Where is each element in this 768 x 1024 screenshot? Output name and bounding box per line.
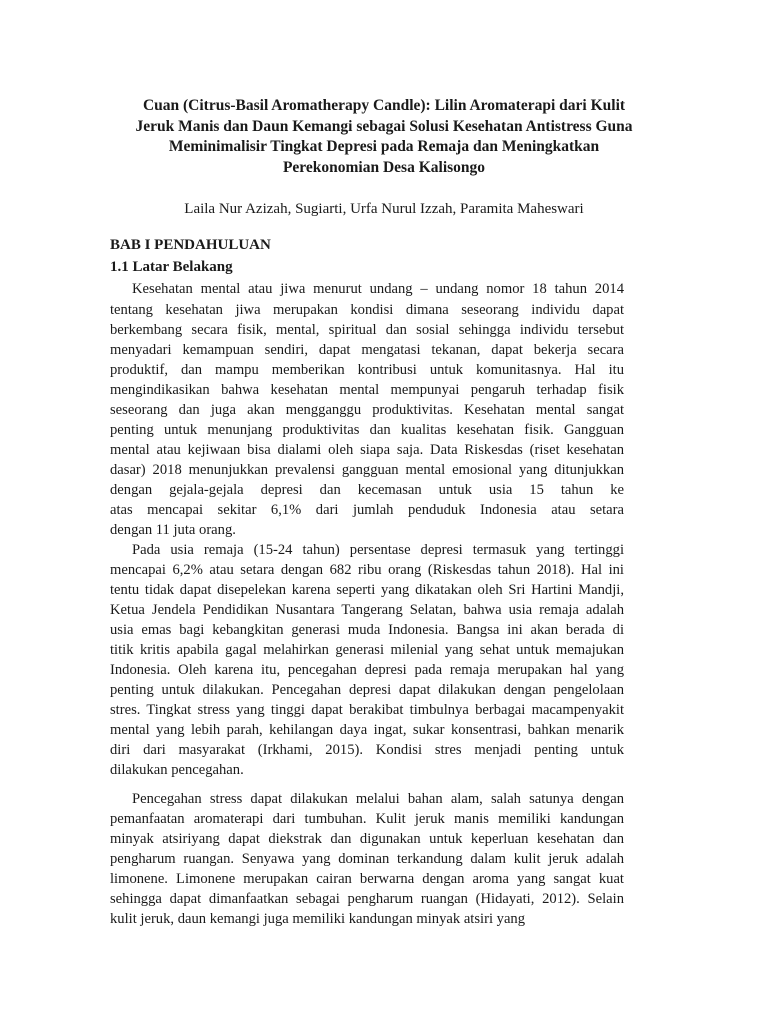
- paragraph-2-line: Ketua Jendela Pendidikan Nusantara Tangerang Selatan, bahwa usia remaja adalah: [110, 602, 624, 618]
- paragraph-2-line: penting untuk dilakukan. Pencegahan depresi dapat dilakukan dengan pengelolaan: [110, 682, 624, 698]
- paragraph-2-line: Indonesia. Oleh karena itu, pencegahan depresi pada remaja merupakan hal yang: [110, 662, 624, 678]
- paragraph-1-line: atas mencapai sekitar 6,1% dari jumlah penduduk Indonesia atau setara: [110, 502, 624, 518]
- paragraph-1-line: dengan 11 juta orang.: [110, 522, 236, 538]
- paragraph-2-line: mental yang lebih parah, kehilangan daya ingat, sukar konsentrasi, bahkan menarik: [110, 722, 624, 738]
- paragraph-2-line: Pada usia remaja (15-24 tahun) persentase depresi termasuk yang tertinggi: [132, 542, 624, 558]
- paragraph-3-line: kulit jeruk, daun kemangi juga memiliki kandungan minyak atsiri yang: [110, 911, 526, 927]
- title-line: Perekonomian Desa Kalisongo: [282, 158, 486, 176]
- section-heading: 1.1 Latar Belakang: [110, 259, 233, 275]
- paragraph-1-line: mental atau kejiwaan bisa dialami oleh siapa saja. Data Riskesdas (riset kesehatan: [110, 442, 624, 458]
- paragraph-2-line: diri dari masyarakat (Irkhami, 2015). Kondisi stres menjadi penting untuk: [110, 742, 624, 758]
- paragraph-3-line: sehingga dapat dimanfaatkan sebagai pengharum ruangan (Hidayati, 2012). Selain: [110, 891, 624, 907]
- paragraph-1-line: berkembang secara fisik, mental, spiritual dan sosial sehingga individu tersebut: [110, 322, 624, 338]
- paragraph-2-line: tentu tidak dapat disepelekan karena seperti yang dikatakan oleh Sri Hartini Mandji,: [110, 582, 624, 598]
- paper-title: [100, 96, 668, 178]
- paragraph-2-line: stres. Tingkat stress yang tinggi dapat berakibat timbulnya berbagai macampenyakit: [110, 702, 624, 718]
- author-list: Laila Nur Azizah, Sugiarti, Urfa Nurul Izzah, Paramita Maheswari: [184, 201, 584, 217]
- paragraph-3-line: limonene. Limonene merupakan cairan berwarna dengan aroma yang sangat kuat: [110, 871, 624, 887]
- paragraph-3-line: pemanfaatan aromaterapi dari tumbuhan. Kulit jeruk manis memiliki kandungan: [110, 811, 624, 827]
- paragraph-1-line: mengindikasikan bahwa kesehatan mental mempunyai pengaruh terhadap fisik: [110, 382, 624, 398]
- title-line: Jeruk Manis dan Daun Kemangi sebagai Solusi Kesehatan Antistress Guna: [135, 117, 633, 135]
- paragraph-1-line: penting untuk menunjang produktivitas dan kualitas kesehatan fisik. Gangguan: [110, 422, 624, 438]
- paragraph-3-line: minyak atsiriyang dapat diekstrak dan digunakan untuk keperluan kesehatan dan: [110, 831, 624, 847]
- paragraph-3-line: Pencegahan stress dapat dilakukan melalui bahan alam, salah satunya dengan: [132, 791, 624, 807]
- title-line: Meminimalisir Tingkat Depresi pada Remaja dan Meningkatkan: [168, 138, 600, 155]
- paragraph-1-line: tentang kesehatan jiwa merupakan kondisi dimana seseorang individu dapat: [110, 302, 624, 318]
- paragraph-1-line: dasar) 2018 menunjukkan prevalensi gangguan mental emosional yang ditunjukkan: [110, 462, 624, 478]
- paragraph-1-line: seseorang dan juga akan mengganggu produktivitas. Kesehatan mental sangat: [110, 402, 624, 418]
- paragraph-1-line: menyadari kemampuan sendiri, dapat mengatasi tekanan, dapat bekerja secara: [110, 342, 624, 358]
- paragraph-2-line: usia emas bagi kebangkitan generasi muda Indonesia. Bangsa ini akan berada di: [110, 622, 624, 638]
- paragraph-1-line: Kesehatan mental atau jiwa menurut undang – undang nomor 18 tahun 2014: [132, 281, 624, 297]
- paragraph-1-line: produktif, dan mampu memberikan kontribusi untuk komunitasnya. Hal itu: [110, 362, 624, 378]
- chapter-heading: BAB I PENDAHULUAN: [110, 237, 271, 253]
- paragraph-2-line: mencapai 6,2% atau setara dengan 682 ribu orang (Riskesdas tahun 2018). Hal ini: [110, 562, 624, 578]
- paragraph-2-line: dilakukan pencegahan.: [110, 762, 244, 778]
- paragraph-3-line: pengharum ruangan. Senyawa yang dominan terkandung dalam kulit jeruk adalah: [110, 851, 624, 867]
- paragraph-1-line: dengan gejala-gejala depresi dan kecemasan untuk usia 15 tahun ke: [110, 482, 624, 498]
- title-line: Cuan (Citrus-Basil Aromatherapy Candle): Lilin Aromaterapi dari Kulit: [142, 97, 626, 114]
- paragraph-2-line: titik kritis apabila gagal melahirkan generasi milenial yang sehat untuk memajukan: [110, 642, 624, 658]
